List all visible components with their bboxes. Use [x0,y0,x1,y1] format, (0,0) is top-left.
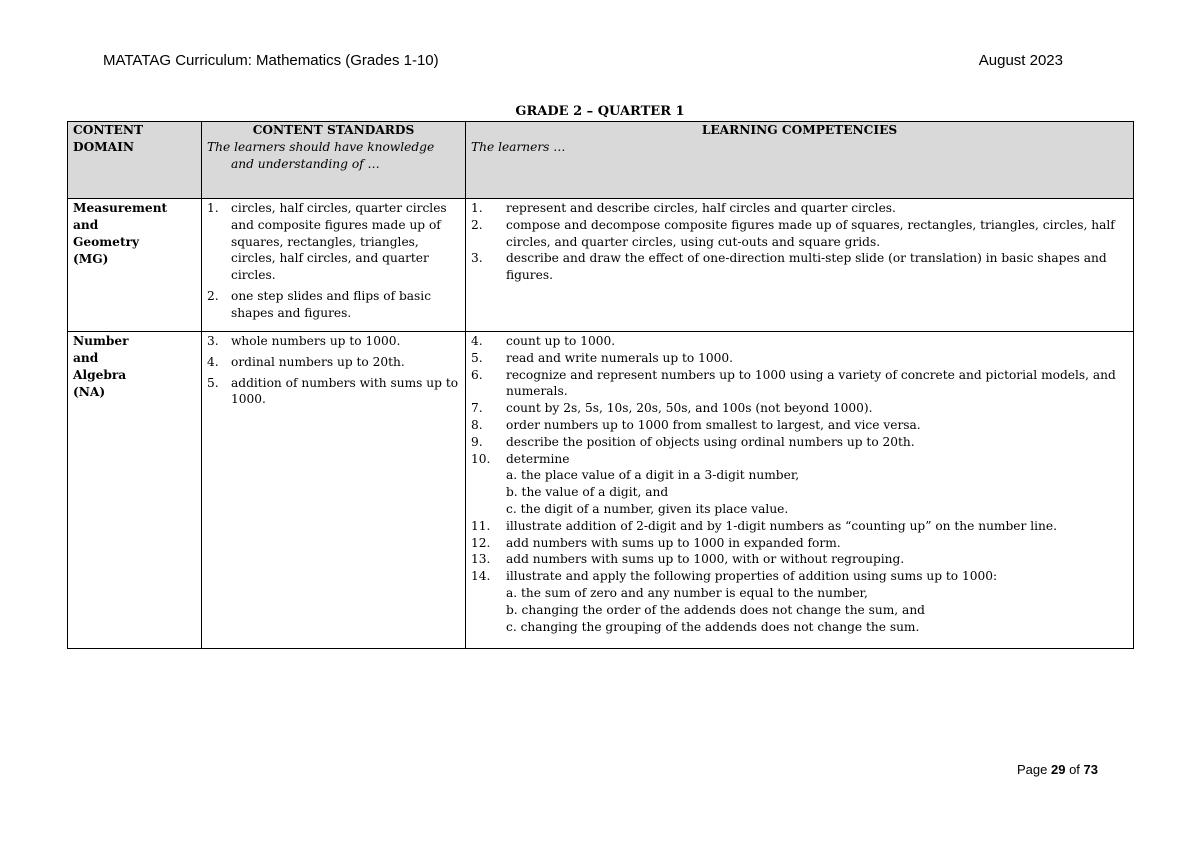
domain-cell [68,199,202,332]
item-text: addition of numbers with sums up to 1000. [231,375,459,407]
list-item [471,217,1128,251]
list-item [471,200,1128,217]
domain-line: Number [73,334,129,348]
item-number: 4. [207,354,219,369]
standards-cell [202,199,466,332]
list-item [471,518,1128,535]
item-text: illustrate addition of 2-digit and by 1-digit numbers as “counting up” on the number line. [506,518,1057,533]
table-row-measurement-geometry [68,199,1134,332]
list-item [471,350,1128,367]
item-content [506,451,1128,518]
item-number: 9. [471,434,483,449]
item-text: compose and decompose composite figures made up of squares, rectangles, triangles, circles, half circles, and quarter circles, using cut-outs and square grids. [506,217,1115,249]
table-row-number-algebra [68,332,1134,649]
item-number: 7. [471,401,483,416]
standards-cell [202,332,466,649]
item-number: 2. [207,288,219,303]
item-text: add numbers with sums up to 1000, with or without regrouping. [506,552,905,567]
list-item [207,333,460,350]
list-item [471,434,1128,451]
of-label: of [1069,762,1080,777]
page-number: 29 [1050,762,1066,777]
domain-line: Algebra [73,368,127,382]
item-number: 3. [471,251,483,266]
sub-item-text: a. the sum of zero and any number is equal to the number, [506,585,868,600]
grade-quarter-title: GRADE 2 – QUARTER 1 [515,104,685,119]
header-content-standards-subtitle: The learners should have knowledge and understanding of … [207,139,435,171]
sub-item-text: c. the digit of a number, given its place value. [506,501,789,516]
item-number: 4. [471,334,483,348]
item-text: recognize and represent numbers up to 1000 using a variety of concrete and pictorial models, and numerals. [506,367,1116,399]
item-number: 8. [471,417,483,432]
list-item [471,417,1128,434]
header-content-standards-label: CONTENT STANDARDS [252,123,415,137]
header-learning-competencies [466,122,1134,199]
header-content-domain-label: CONTENT DOMAIN [73,123,144,154]
item-number: 1. [207,201,219,215]
item-text: whole numbers up to 1000. [231,334,401,348]
header-learning-competencies-label: LEARNING COMPETENCIES [701,123,898,137]
item-text: represent and describe circles, half circles and quarter circles. [506,201,896,215]
item-text: determine [506,451,570,466]
list-item [471,333,1128,350]
competencies-list [471,333,1128,635]
list-item [207,354,460,371]
item-number: 12. [471,535,491,550]
list-item [471,400,1128,417]
domain-line: and [73,351,99,365]
list-item [207,200,460,284]
list-item [471,551,1128,568]
item-text: add numbers with sums up to 1000 in expanded form. [506,535,841,550]
item-content [506,568,1128,635]
table-header-row [68,122,1134,199]
page-footer [1017,762,1098,777]
header-content-domain [68,122,202,199]
item-text: one step slides and flips of basic shapes and figures. [231,288,432,320]
domain-line: (MG) [73,252,109,266]
sub-item-text: b. changing the order of the addends does not change the sum, and [506,602,925,617]
item-text: describe the position of objects using ordinal numbers up to 20th. [506,434,915,449]
header-learning-competencies-subtitle: The learners … [471,139,566,154]
item-text: illustrate and apply the following properties of addition using sums up to 1000: [506,569,998,584]
domain-line: (NA) [73,385,106,399]
list-item [207,375,460,409]
total-pages: 73 [1083,762,1098,777]
standards-list [207,333,460,408]
domain-cell [68,332,202,649]
item-number: 6. [471,367,483,382]
list-item [207,288,460,322]
list-item [471,568,1128,635]
list-item [471,367,1128,401]
item-text: ordinal numbers up to 20th. [231,354,405,369]
domain-line: and [73,218,99,232]
item-text: count up to 1000. [506,334,616,348]
curriculum-table [67,121,1134,649]
item-text: read and write numerals up to 1000. [506,350,734,365]
page-label: Page [1016,762,1048,777]
item-text: count by 2s, 5s, 10s, 20s, 50s, and 100s (not beyond 1000). [506,401,873,416]
competencies-list [471,200,1128,284]
item-text: describe and draw the effect of one-direction multi-step slide (or translation) in basic shapes and figures. [506,251,1107,283]
item-text: circles, half circles, quarter circles and composite figures made up of squares, rectangles, triangles, circles, half circles, and quarter circles. [231,201,447,283]
item-number: 13. [471,552,491,567]
item-number: 2. [471,217,483,232]
document-header-title: MATATAG Curriculum: Mathematics (Grades 1-10) [103,52,439,69]
item-number: 11. [471,518,491,533]
item-number: 1. [471,201,483,215]
item-text: order numbers up to 1000 from smallest to largest, and vice versa. [506,417,921,432]
list-item [471,250,1128,284]
competencies-cell [466,199,1134,332]
item-number: 10. [471,451,491,466]
domain-line: Measurement [73,201,168,215]
list-item [471,535,1128,552]
domain-line: Geometry [73,235,140,249]
item-number: 3. [207,334,219,348]
document-header-date: August 2023 [978,52,1063,69]
header-content-standards [202,122,466,199]
standards-list [207,200,460,322]
sub-item-text: b. the value of a digit, and [506,485,669,500]
sub-item-text: c. changing the grouping of the addends does not change the sum. [506,619,920,634]
item-number: 14. [471,569,491,584]
item-number: 5. [471,350,483,365]
item-number: 5. [207,375,219,390]
sub-item-text: a. the place value of a digit in a 3-digit number, [506,468,800,483]
competencies-cell [466,332,1134,649]
list-item [471,451,1128,518]
